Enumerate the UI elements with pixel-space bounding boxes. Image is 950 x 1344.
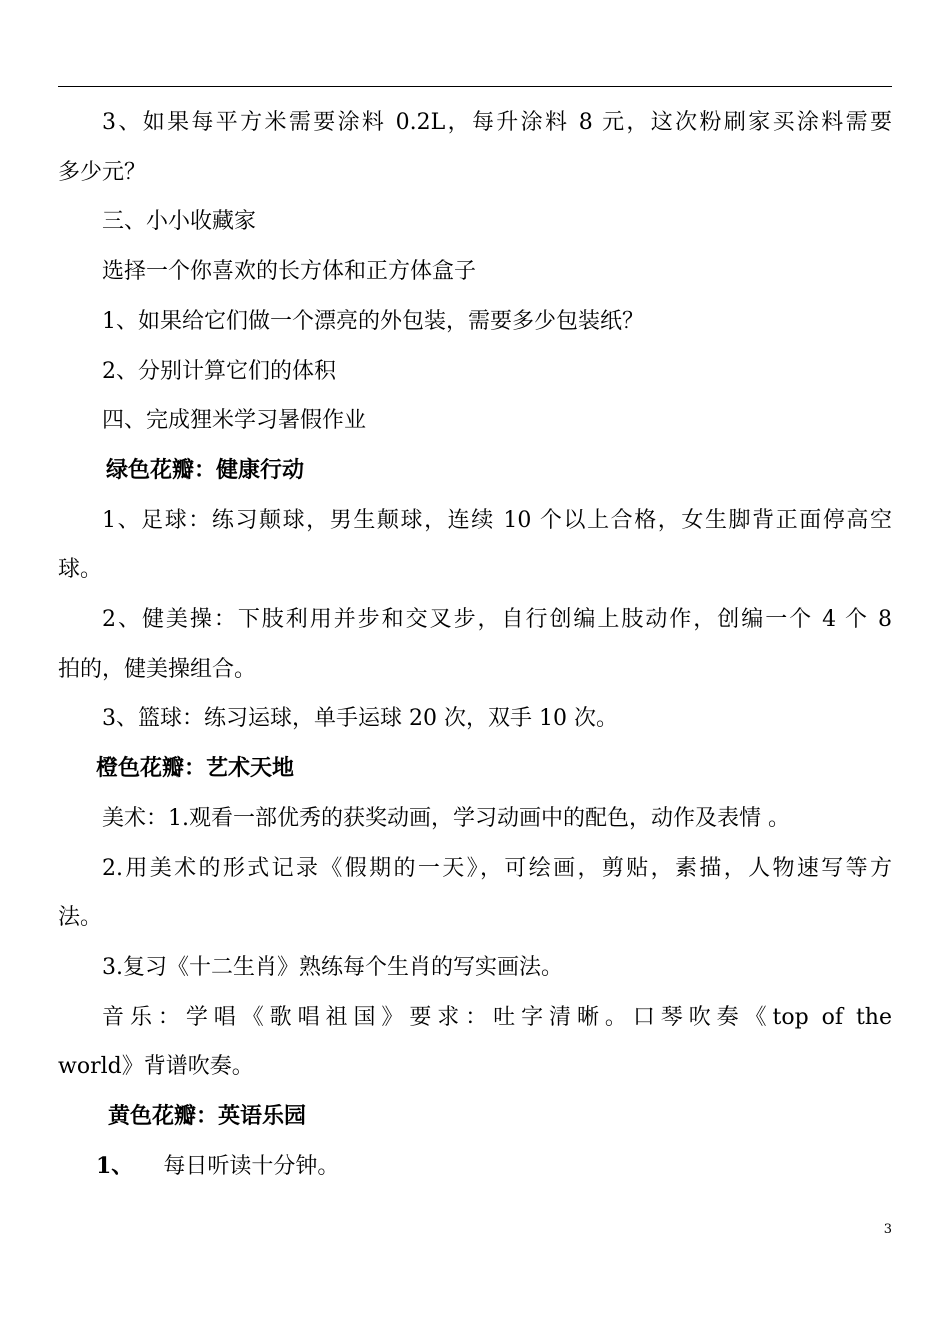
paragraph-paint-cost-line1: 3、如果每平方米需要涂料 0.2L，每升涂料 8 元，这次粉刷家买涂料需要 (102, 110, 892, 135)
green-petal-heading: 绿色花瓣：健康行动 (106, 456, 305, 483)
paragraph-paint-cost-line2: 多少元？ (58, 159, 147, 185)
section-four-title: 四、完成狸米学习暑假作业 (102, 408, 367, 434)
english-item-1-text: 每日听读十分钟。 (163, 1153, 340, 1179)
green-item-3: 3、篮球：练习运球，单手运球 20 次，双手 10 次。 (102, 706, 618, 732)
document-body (58, 98, 892, 1191)
art-item-1: 美术：1.观看一部优秀的获奖动画，学习动画中的配色，动作及表情 。 (102, 805, 790, 831)
art-item-3: 3.复习《十二生肖》熟练每个生肖的写实画法。 (102, 954, 563, 980)
section-three-title: 三、小小收藏家 (102, 209, 257, 235)
header-rule (58, 86, 892, 87)
green-item-1-line2: 球。 (58, 557, 103, 583)
orange-petal-heading: 橙色花瓣：艺术天地 (96, 755, 295, 782)
music-line2: world》背谱吹奏。 (58, 1054, 254, 1080)
english-item-1 (58, 1142, 892, 1192)
section-three-item-2: 2、分别计算它们的体积 (102, 358, 336, 384)
section-three-intro: 选择一个你喜欢的长方体和正方体盒子 (102, 259, 477, 285)
page-number: 3 (883, 1222, 892, 1237)
yellow-petal-heading: 黄色花瓣：英语乐园 (108, 1103, 307, 1130)
music-line1: 音乐：学唱《歌唱祖国》要求：吐字清晰。口琴吹奏《top of the (102, 1004, 892, 1030)
english-item-1-number: 1、 (96, 1152, 134, 1179)
section-three-item-1: 1、如果给它们做一个漂亮的外包装，需要多少包装纸？ (102, 308, 644, 334)
green-item-2-line1: 2、健美操：下肢利用并步和交叉步，自行创编上肢动作，创编一个 4 个 8 (102, 607, 892, 633)
art-item-2-line2: 法。 (58, 905, 103, 931)
green-item-1-line1: 1、足球：练习颠球，男生颠球，连续 10 个以上合格，女生脚背正面停高空 (102, 507, 892, 533)
green-item-2-line2: 拍的，健美操组合。 (58, 656, 257, 682)
art-item-2-line1: 2.用美术的形式记录《假期的一天》，可绘画，剪贴，素描，人物速写等方 (102, 855, 892, 881)
